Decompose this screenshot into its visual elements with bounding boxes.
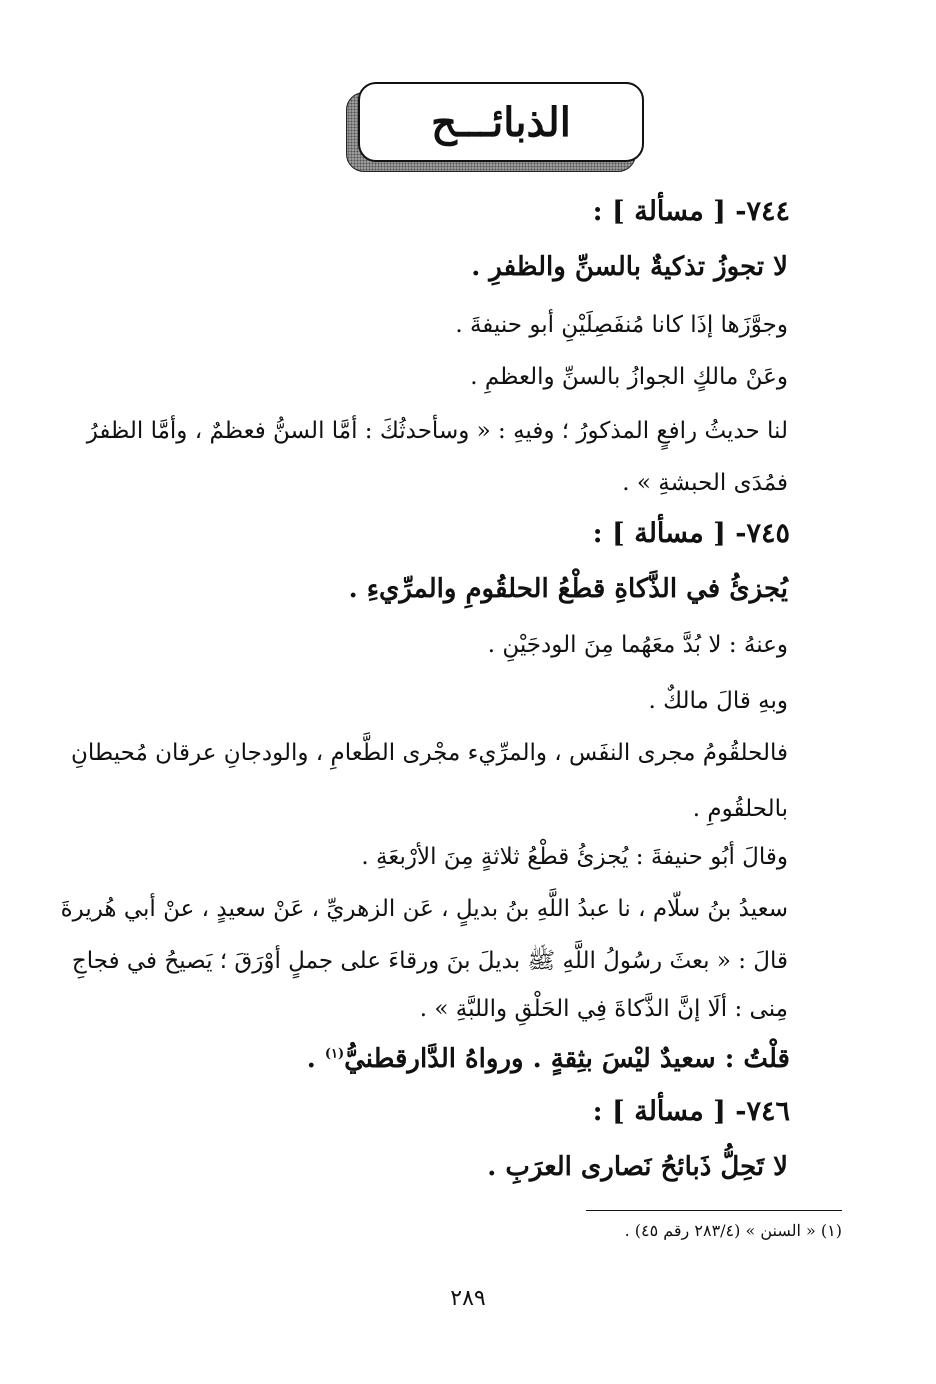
issue-statement-746: لا تَحِلُّ ذَبائحُ نَصارى العرَبِ .: [487, 1152, 788, 1182]
footnote: (١) « السنن » (٢٨٣/٤ رقم ٤٥) .: [624, 1221, 842, 1240]
issue-statement-745: يُجزئُ في الذَّكاةِ قطْعُ الحلقُومِ والمرِّيءِ .: [348, 574, 788, 604]
text-line: وجوَّزَها إذَا كانا مُنفَصِلَيْنِ أبو حنيفةَ .: [455, 312, 788, 338]
text-line: قالَ : « بعثَ رسُولُ اللَّهِ ﷺ بديلَ بنَ ورقاءَ على جملٍ أوْرَقَ ؛ يَصيحُ في فجاجِ: [71, 948, 788, 974]
author-comment-text: قلْتُ : سعيدٌ ليْسَ بثِقةٍ . ورواهُ الدَّارقطنيُّ: [344, 1044, 790, 1074]
text-line: سعيدُ بنُ سلّام ، نا عبدُ اللَّهِ بنُ بديلٍ ، عَن الزهريِّ ، عَنْ سعيدٍ ، عنْ أبي هُريرةَ: [60, 896, 788, 922]
issue-heading-744: ٧٤٤- [ مسألة ] :: [592, 196, 790, 227]
text-line: وبهِ قالَ مالكٌ .: [648, 688, 788, 714]
text-line: فمُدَى الحبشةِ » .: [622, 470, 788, 496]
text-line: بالحلقُومِ .: [692, 796, 788, 822]
footnote-divider: [586, 1210, 842, 1211]
issue-heading-746: ٧٤٦- [ مسألة ] :: [592, 1096, 790, 1127]
issue-statement-744: لا تجوزُ تذكيةٌ بالسنِّ والظفرِ .: [471, 252, 788, 282]
author-comment: قلْتُ : سعيدٌ ليْسَ بثِقةٍ . ورواهُ الدَّارقطنيُّ$^{(١)}$ .: [306, 1044, 790, 1074]
footnote-marker: (١): [324, 1046, 345, 1062]
chapter-title: الذبائـــح: [431, 98, 571, 146]
text-line: وعَنْ مالكٍ الجوازُ بالسنِّ والعظمِ .: [470, 364, 788, 390]
text-line: مِنى : ألَا إنَّ الذَّكاةَ فِي الحَلْقِ واللبَّةِ » .: [419, 996, 788, 1022]
page-number: ٢٨٩: [450, 1286, 486, 1311]
text-line: وقالَ أبُو حنيفةَ : يُجزئُ قطْعُ ثلاثةٍ مِنَ الأرْبعَةِ .: [361, 844, 788, 870]
text-line: فالحلقُومُ مجرى النفَس ، والمرِّيء مجْرى الطَّعامِ ، والودجانِ عرقان مُحيطانِ: [70, 740, 788, 766]
title-frame: [358, 82, 644, 162]
text-line: لنا حديثُ رافعٍ المذكورُ ؛ وفيهِ : « وسأحدثُكَ : أمَّا السنُّ فعظمٌ ، وأمَّا الظفرُ: [86, 418, 788, 444]
issue-heading-745: ٧٤٥- [ مسألة ] :: [592, 518, 790, 549]
text-line: وعنهُ : لا بُدَّ معَهُما مِنَ الودجَيْنِ .: [487, 632, 788, 658]
